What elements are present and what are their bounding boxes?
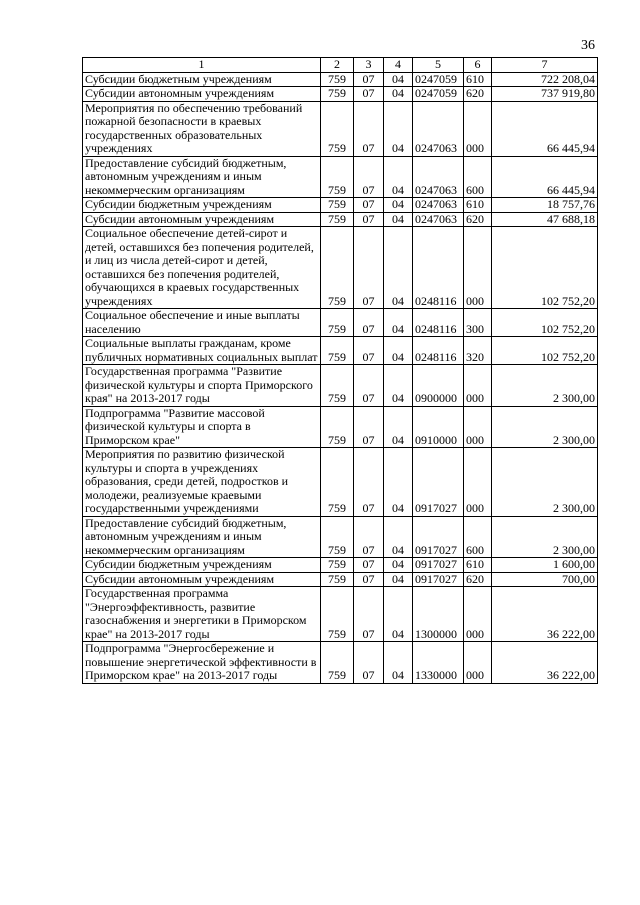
amount-cell: 2 300,00 — [492, 448, 598, 517]
section-code-cell: 07 — [354, 212, 384, 227]
grbs-code-cell: 759 — [321, 587, 354, 642]
item-name-cell: Мероприятия по обеспечению требований пожарной безопасности в краевых государственных образовательных учреждениях — [83, 101, 321, 156]
expense-type-cell: 000 — [464, 448, 492, 517]
table-row — [83, 72, 598, 87]
header-cell: 1 — [83, 58, 321, 73]
subsection-code-cell: 04 — [384, 337, 413, 365]
table-row — [83, 365, 598, 407]
expense-type-cell: 000 — [464, 101, 492, 156]
section-code-cell: 07 — [354, 309, 384, 337]
target-article-cell: 1330000 — [413, 642, 464, 684]
grbs-code-cell: 759 — [321, 309, 354, 337]
expense-type-cell: 000 — [464, 365, 492, 407]
target-article-cell: 0247059 — [413, 87, 464, 102]
amount-cell: 102 752,20 — [492, 227, 598, 309]
item-name-cell: Социальное обеспечение детей-сирот и детей, оставшихся без попечения родителей, и лиц из числа детей-сирот и детей, оставшихся без попечения родителей, обучающихся в краевых государственных учреждениях — [83, 227, 321, 309]
item-name-cell: Государственная программа "Энергоэффективность, развитие газоснабжения и энергетики в Приморском крае" на 2013-2017 годы — [83, 587, 321, 642]
target-article-cell: 0247063 — [413, 101, 464, 156]
subsection-code-cell: 04 — [384, 101, 413, 156]
item-name-cell: Субсидии автономным учреждениям — [83, 212, 321, 227]
amount-cell: 102 752,20 — [492, 309, 598, 337]
table-row — [83, 337, 598, 365]
grbs-code-cell: 759 — [321, 337, 354, 365]
section-code-cell: 07 — [354, 227, 384, 309]
grbs-code-cell: 759 — [321, 212, 354, 227]
grbs-code-cell: 759 — [321, 198, 354, 213]
expense-type-cell: 620 — [464, 572, 492, 587]
expense-type-cell: 300 — [464, 309, 492, 337]
header-cell: 6 — [464, 58, 492, 73]
section-code-cell: 07 — [354, 156, 384, 198]
subsection-code-cell: 04 — [384, 212, 413, 227]
subsection-code-cell: 04 — [384, 72, 413, 87]
target-article-cell: 1300000 — [413, 587, 464, 642]
grbs-code-cell: 759 — [321, 87, 354, 102]
amount-cell: 102 752,20 — [492, 337, 598, 365]
table-row — [83, 572, 598, 587]
target-article-cell: 0248116 — [413, 337, 464, 365]
table-row — [83, 448, 598, 517]
expense-type-cell: 620 — [464, 87, 492, 102]
expense-type-cell: 000 — [464, 406, 492, 448]
section-code-cell: 07 — [354, 558, 384, 573]
header-cell: 5 — [413, 58, 464, 73]
table-row — [83, 212, 598, 227]
subsection-code-cell: 04 — [384, 406, 413, 448]
target-article-cell: 0247063 — [413, 198, 464, 213]
header-cell: 3 — [354, 58, 384, 73]
item-name-cell: Предоставление субсидий бюджетным, автономным учреждениям и иным некоммерческим организациям — [83, 516, 321, 558]
amount-cell: 47 688,18 — [492, 212, 598, 227]
table-row — [83, 87, 598, 102]
item-name-cell: Подпрограмма "Энергосбережение и повышение энергетической эффективности в Приморском крае" на 2013-2017 годы — [83, 642, 321, 684]
amount-cell: 1 600,00 — [492, 558, 598, 573]
grbs-code-cell: 759 — [321, 558, 354, 573]
expense-type-cell: 600 — [464, 516, 492, 558]
expense-type-cell: 610 — [464, 558, 492, 573]
target-article-cell: 0910000 — [413, 406, 464, 448]
grbs-code-cell: 759 — [321, 156, 354, 198]
header-cell: 4 — [384, 58, 413, 73]
section-code-cell: 07 — [354, 198, 384, 213]
expense-type-cell: 000 — [464, 587, 492, 642]
section-code-cell: 07 — [354, 572, 384, 587]
section-code-cell: 07 — [354, 337, 384, 365]
header-cell: 2 — [321, 58, 354, 73]
target-article-cell: 0248116 — [413, 309, 464, 337]
grbs-code-cell: 759 — [321, 448, 354, 517]
target-article-cell: 0247063 — [413, 212, 464, 227]
expense-type-cell: 000 — [464, 227, 492, 309]
expense-type-cell: 000 — [464, 642, 492, 684]
subsection-code-cell: 04 — [384, 448, 413, 517]
table-row — [83, 406, 598, 448]
grbs-code-cell: 759 — [321, 72, 354, 87]
grbs-code-cell: 759 — [321, 572, 354, 587]
item-name-cell: Подпрограмма "Развитие массовой физической культуры и спорта в Приморском крае" — [83, 406, 321, 448]
section-code-cell: 07 — [354, 406, 384, 448]
target-article-cell: 0917027 — [413, 572, 464, 587]
table-row — [83, 156, 598, 198]
grbs-code-cell: 759 — [321, 516, 354, 558]
item-name-cell: Субсидии бюджетным учреждениям — [83, 198, 321, 213]
table-row — [83, 642, 598, 684]
section-code-cell: 07 — [354, 448, 384, 517]
item-name-cell: Социальные выплаты гражданам, кроме публичных нормативных социальных выплат — [83, 337, 321, 365]
subsection-code-cell: 04 — [384, 516, 413, 558]
amount-cell: 2 300,00 — [492, 365, 598, 407]
grbs-code-cell: 759 — [321, 642, 354, 684]
amount-cell: 2 300,00 — [492, 406, 598, 448]
table-row — [83, 198, 598, 213]
section-code-cell: 07 — [354, 587, 384, 642]
amount-cell: 36 222,00 — [492, 587, 598, 642]
subsection-code-cell: 04 — [384, 365, 413, 407]
amount-cell: 737 919,80 — [492, 87, 598, 102]
target-article-cell: 0917027 — [413, 516, 464, 558]
target-article-cell: 0900000 — [413, 365, 464, 407]
subsection-code-cell: 04 — [384, 198, 413, 213]
amount-cell: 66 445,94 — [492, 101, 598, 156]
table-row — [83, 309, 598, 337]
item-name-cell: Субсидии бюджетным учреждениям — [83, 72, 321, 87]
grbs-code-cell: 759 — [321, 365, 354, 407]
item-name-cell: Субсидии автономным учреждениям — [83, 87, 321, 102]
target-article-cell: 0247063 — [413, 156, 464, 198]
grbs-code-cell: 759 — [321, 101, 354, 156]
page-number: 36 — [581, 38, 595, 53]
amount-cell: 2 300,00 — [492, 516, 598, 558]
section-code-cell: 07 — [354, 87, 384, 102]
target-article-cell: 0917027 — [413, 448, 464, 517]
expense-type-cell: 610 — [464, 198, 492, 213]
target-article-cell: 0248116 — [413, 227, 464, 309]
amount-cell: 18 757,76 — [492, 198, 598, 213]
grbs-code-cell: 759 — [321, 406, 354, 448]
subsection-code-cell: 04 — [384, 642, 413, 684]
subsection-code-cell: 04 — [384, 572, 413, 587]
expense-type-cell: 600 — [464, 156, 492, 198]
expense-type-cell: 320 — [464, 337, 492, 365]
target-article-cell: 0247059 — [413, 72, 464, 87]
section-code-cell: 07 — [354, 101, 384, 156]
item-name-cell: Государственная программа "Развитие физической культуры и спорта Приморского края" на 2013-2017 годы — [83, 365, 321, 407]
table-row — [83, 101, 598, 156]
subsection-code-cell: 04 — [384, 87, 413, 102]
grbs-code-cell: 759 — [321, 227, 354, 309]
table-row — [83, 558, 598, 573]
item-name-cell: Социальное обеспечение и иные выплаты населению — [83, 309, 321, 337]
target-article-cell: 0917027 — [413, 558, 464, 573]
amount-cell: 700,00 — [492, 572, 598, 587]
item-name-cell: Субсидии автономным учреждениям — [83, 572, 321, 587]
amount-cell: 36 222,00 — [492, 642, 598, 684]
header-row — [83, 58, 598, 73]
subsection-code-cell: 04 — [384, 309, 413, 337]
section-code-cell: 07 — [354, 365, 384, 407]
item-name-cell: Предоставление субсидий бюджетным, автономным учреждениям и иным некоммерческим организациям — [83, 156, 321, 198]
item-name-cell: Мероприятия по развитию физической культуры и спорта в учреждениях образования, среди детей, подростков и молодежи, реализуемые краевыми государственными учреждениями — [83, 448, 321, 517]
expense-type-cell: 620 — [464, 212, 492, 227]
table-row — [83, 516, 598, 558]
expense-type-cell: 610 — [464, 72, 492, 87]
subsection-code-cell: 04 — [384, 587, 413, 642]
section-code-cell: 07 — [354, 642, 384, 684]
header-cell: 7 — [492, 58, 598, 73]
subsection-code-cell: 04 — [384, 558, 413, 573]
table-row — [83, 227, 598, 309]
item-name-cell: Субсидии бюджетным учреждениям — [83, 558, 321, 573]
subsection-code-cell: 04 — [384, 156, 413, 198]
section-code-cell: 07 — [354, 72, 384, 87]
amount-cell: 722 208,04 — [492, 72, 598, 87]
subsection-code-cell: 04 — [384, 227, 413, 309]
section-code-cell: 07 — [354, 516, 384, 558]
table-row — [83, 587, 598, 642]
budget-table — [82, 57, 598, 684]
amount-cell: 66 445,94 — [492, 156, 598, 198]
